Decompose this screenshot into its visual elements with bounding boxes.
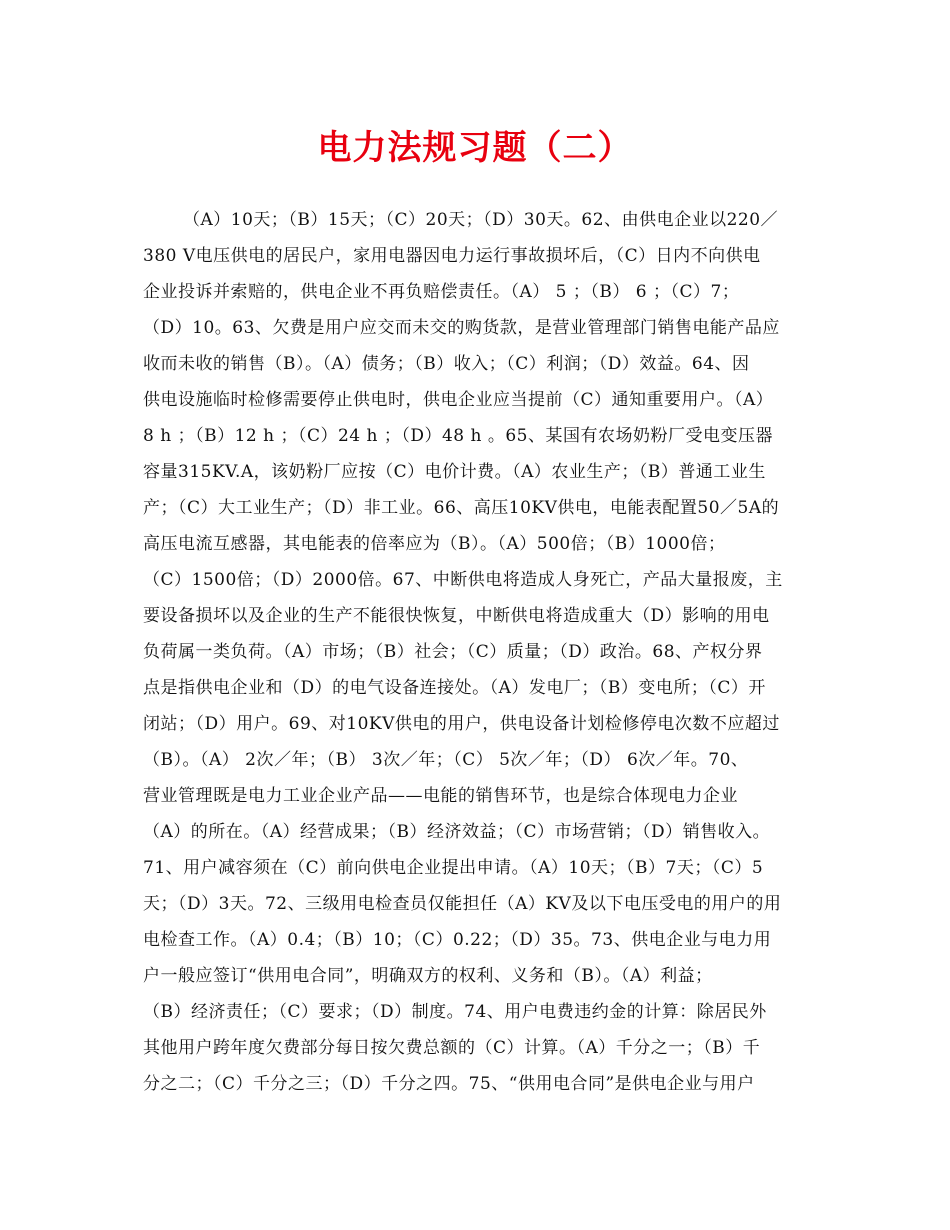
text-line: 电检查工作。（A）0.4；（B）10；（C）0.22；（D）35。73、供电企业与电力用 [143, 930, 772, 950]
text-line: 产；（C）大工业生产；（D）非工业。66、高压10KV供电，电能表配置50／5A的 [143, 498, 780, 518]
body-text [143, 202, 815, 1102]
text-line: 71、用户减容须在（C）前向供电企业提出申请。（A）10天；（B）7天；（C）5 [143, 858, 764, 878]
text-line: （A）的所在。（A）经营成果；（B）经济效益；（C）市场营销；（D）销售收入。 [143, 822, 771, 842]
text-line: 点是指供电企业和（D）的电气设备连接处。（A）发电厂；（B）变电所；（C）开 [143, 678, 766, 698]
text-line: 负荷属一类负荷。（A）市场；（B）社会；（C）质量；（D）政治。68、产权分界 [143, 642, 763, 662]
text-line: （C）1500倍；（D）2000倍。67、中断供电将造成人身死亡，产品大量报废，主 [143, 570, 783, 590]
text-line: （B）经济责任；（C）要求；（D）制度。74、用户电费违约金的计算：除居民外 [143, 1002, 767, 1022]
text-line: 户一般应签订“供用电合同”，明确双方的权利、义务和（B）。（A）利益； [143, 966, 713, 986]
text-line: 要设备损坏以及企业的生产不能很快恢复，中断供电将造成重大（D）影响的用电 [143, 606, 770, 626]
text-line: 收而未收的销售（B）。（A）债务；（B）收入；（C）利润；（D）效益。64、因 [143, 354, 750, 374]
text-line: 供电设施临时检修需要停止供电时，供电企业应当提前（C）通知重要用户。（A） [143, 390, 774, 410]
text-line: （D）10。63、欠费是用户应交而未交的购货款，是营业管理部门销售电能产品应 [143, 318, 780, 338]
text-line: 容量315KV.A，该奶粉厂应按（C）电价计费。（A）农业生产；（B）普通工业生 [143, 462, 766, 482]
text-line: 高压电流互感器，其电能表的倍率应为（B）。（A）500倍；（B）1000倍； [143, 534, 726, 554]
text-line: 营业管理既是电力工业企业产品——电能的销售环节，也是综合体现电力企业 [143, 786, 738, 806]
text-line: 380 V电压供电的居民户，家用电器因电力运行事故损坏后，（C）日内不向供电 [143, 246, 761, 266]
text-line: 闭站；（D）用户。69、对10KV供电的用户，供电设备计划检修停电次数不应超过 [143, 714, 780, 734]
text-line: 分之二；（C）千分之三；（D）千分之四。75、“供用电合同”是供电企业与用户 [143, 1074, 755, 1094]
text-line: （B）。（A） 2次／年；（B） 3次／年；（C） 5次／年；（D） 6次／年。70、 [143, 750, 749, 770]
text-line: 企业投诉并索赔的，供电企业不再负赔偿责任。（A） 5 ；（B） 6 ；（C）7； [143, 282, 740, 302]
page-title: 电力法规习题（二） [317, 128, 633, 168]
text-line: 天；（D）3天。72、三级用电检查员仅能担任（A）KV及以下电压受电的用户的用 [143, 894, 782, 914]
text-line: 8 h ；（B）12 h ；（C）24 h ；（D）48 h 。65、某国有农场奶粉厂受电变压器 [143, 426, 773, 446]
text-line: （A）10天；（B）15天；（C）20天；（D）30天。62、由供电企业以220／ [183, 210, 779, 230]
text-line: 其他用户跨年度欠费部分每日按欠费总额的（C）计算。（A）千分之一；（B）千 [143, 1038, 761, 1058]
